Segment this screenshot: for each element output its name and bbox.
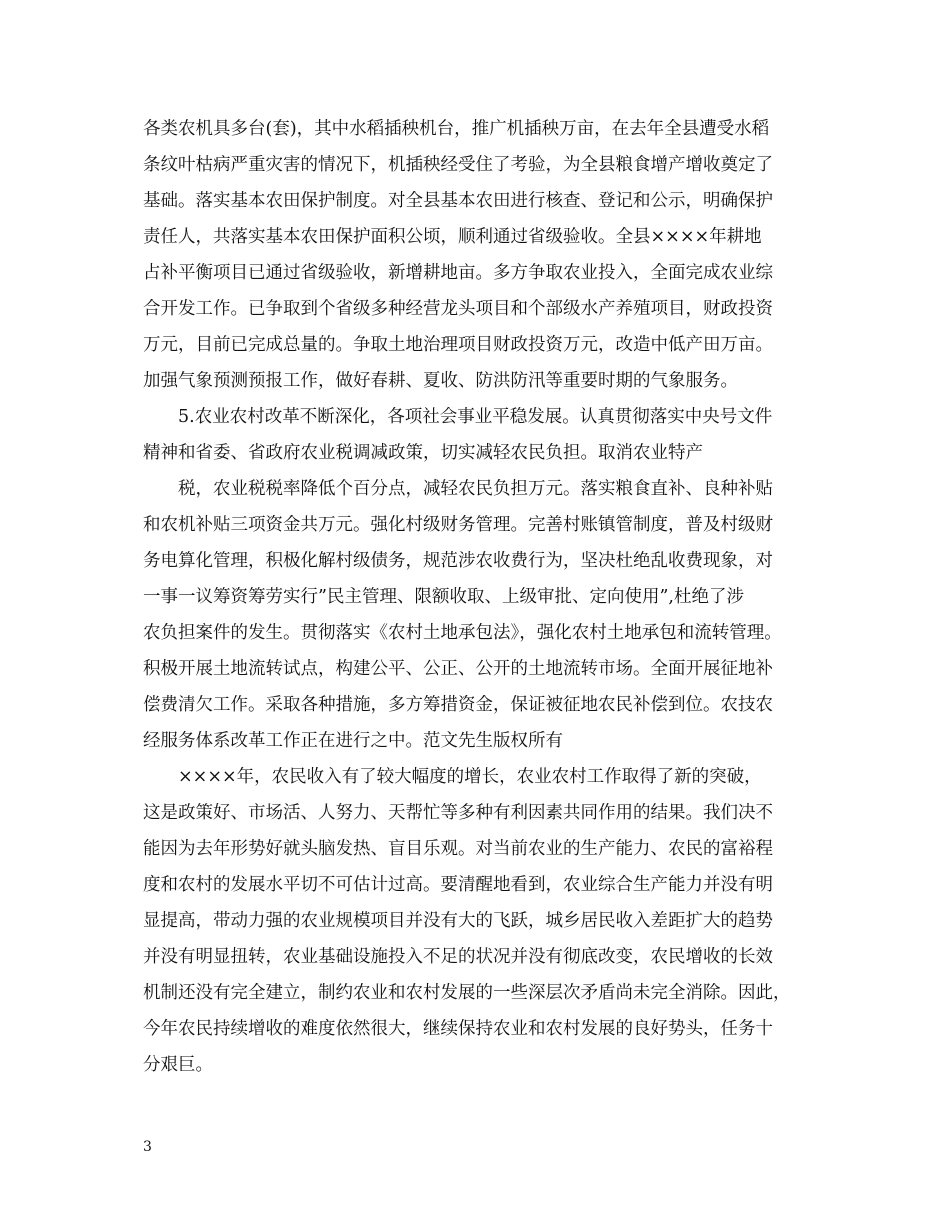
text-line: 精神和省委、省政府农业税调减政策，切实减轻农民负担。取消农业特产 xyxy=(143,443,703,463)
text-line: 偿费清欠工作。采取各种措施，多方筹措资金，保证被征地农民补偿到位。农技农 xyxy=(143,695,773,715)
text-line: 占补平衡项目已通过省级验收，新增耕地亩。多方争取农业投入，全面完成农业综 xyxy=(143,263,773,283)
text-line: 农负担案件的发生。贯彻落实《农村土地承包法》，强化农村土地承包和流转管理。 xyxy=(143,623,782,643)
text-line: 经服务体系改革工作正在进行之中。范文先生版权所有 xyxy=(143,731,563,751)
text-line: 加强气象预测预报工作，做好春耕、夏收、防洪防汛等重要时期的气象服务。 xyxy=(143,371,738,391)
text-line: 合开发工作。已争取到个省级多种经营龙头项目和个部级水产养殖项目，财政投资 xyxy=(143,299,773,319)
text-line: 和农机补贴三项资金共万元。强化村级财务管理。完善村账镇管制度，普及村级财 xyxy=(143,515,773,535)
text-line: 分艰巨。 xyxy=(143,1055,213,1075)
text-line: 万元，目前已完成总量的。争取土地治理项目财政投资万元，改造中低产田万亩。 xyxy=(143,335,773,355)
paragraph-first-line: 5.农业农村改革不断深化，各项社会事业平稳发展。认真贯彻落实中央号文件 xyxy=(178,407,773,427)
paragraph-first-line: 税，农业税税率降低个百分点，减轻农民负担万元。落实粮食直补、良种补贴 xyxy=(178,479,773,499)
text-line: 能因为去年形势好就头脑发热、盲目乐观。对当前农业的生产能力、农民的富裕程 xyxy=(143,839,773,859)
text-line: 机制还没有完全建立，制约农业和农村发展的一些深层次矛盾尚未完全消除。因此， xyxy=(143,983,791,1003)
text-line: 积极开展土地流转试点，构建公平、公正、公开的土地流转市场。全面开展征地补 xyxy=(143,659,773,679)
text-line: 一事一议筹资筹劳实行”民主管理、限额收取、上级审批、定向使用”,杜绝了涉 xyxy=(143,587,744,607)
paragraph-first-line: ××××年，农民收入有了较大幅度的增长，农业农村工作取得了新的突破， xyxy=(178,767,762,787)
text-line: 责任人，共落实基本农田保护面积公顷，顺利通过省级验收。全县××××年耕地 xyxy=(143,227,762,247)
text-line: 各类农机具多台(套)，其中水稻插秧机台，推广机插秧万亩，在去年全县遭受水稻 xyxy=(143,119,770,139)
text-line: 显提高，带动力强的农业规模项目并没有大的飞跃，城乡居民收入差距扩大的趋势 xyxy=(143,911,773,931)
text-line: 条纹叶枯病严重灾害的情况下，机插秧经受住了考验，为全县粮食增产增收奠定了 xyxy=(143,155,773,175)
text-line: 今年农民持续增收的难度依然很大，继续保持农业和农村发展的良好势头，任务十 xyxy=(143,1019,773,1039)
text-line: 这是政策好、市场活、人努力、天帮忙等多种有利因素共同作用的结果。我们决不 xyxy=(143,803,773,823)
text-line: 基础。落实基本农田保护制度。对全县基本农田进行核查、登记和公示，明确保护 xyxy=(143,191,773,211)
text-line: 并没有明显扭转，农业基础设施投入不足的状况并没有彻底改变，农民增收的长效 xyxy=(143,947,773,967)
text-line: 务电算化管理，积极化解村级债务，规范涉农收费行为，坚决杜绝乱收费现象，对 xyxy=(143,551,773,571)
text-line: 度和农村的发展水平切不可估计过高。要清醒地看到，农业综合生产能力并没有明 xyxy=(143,875,773,895)
page-number: 3 xyxy=(143,1139,152,1155)
